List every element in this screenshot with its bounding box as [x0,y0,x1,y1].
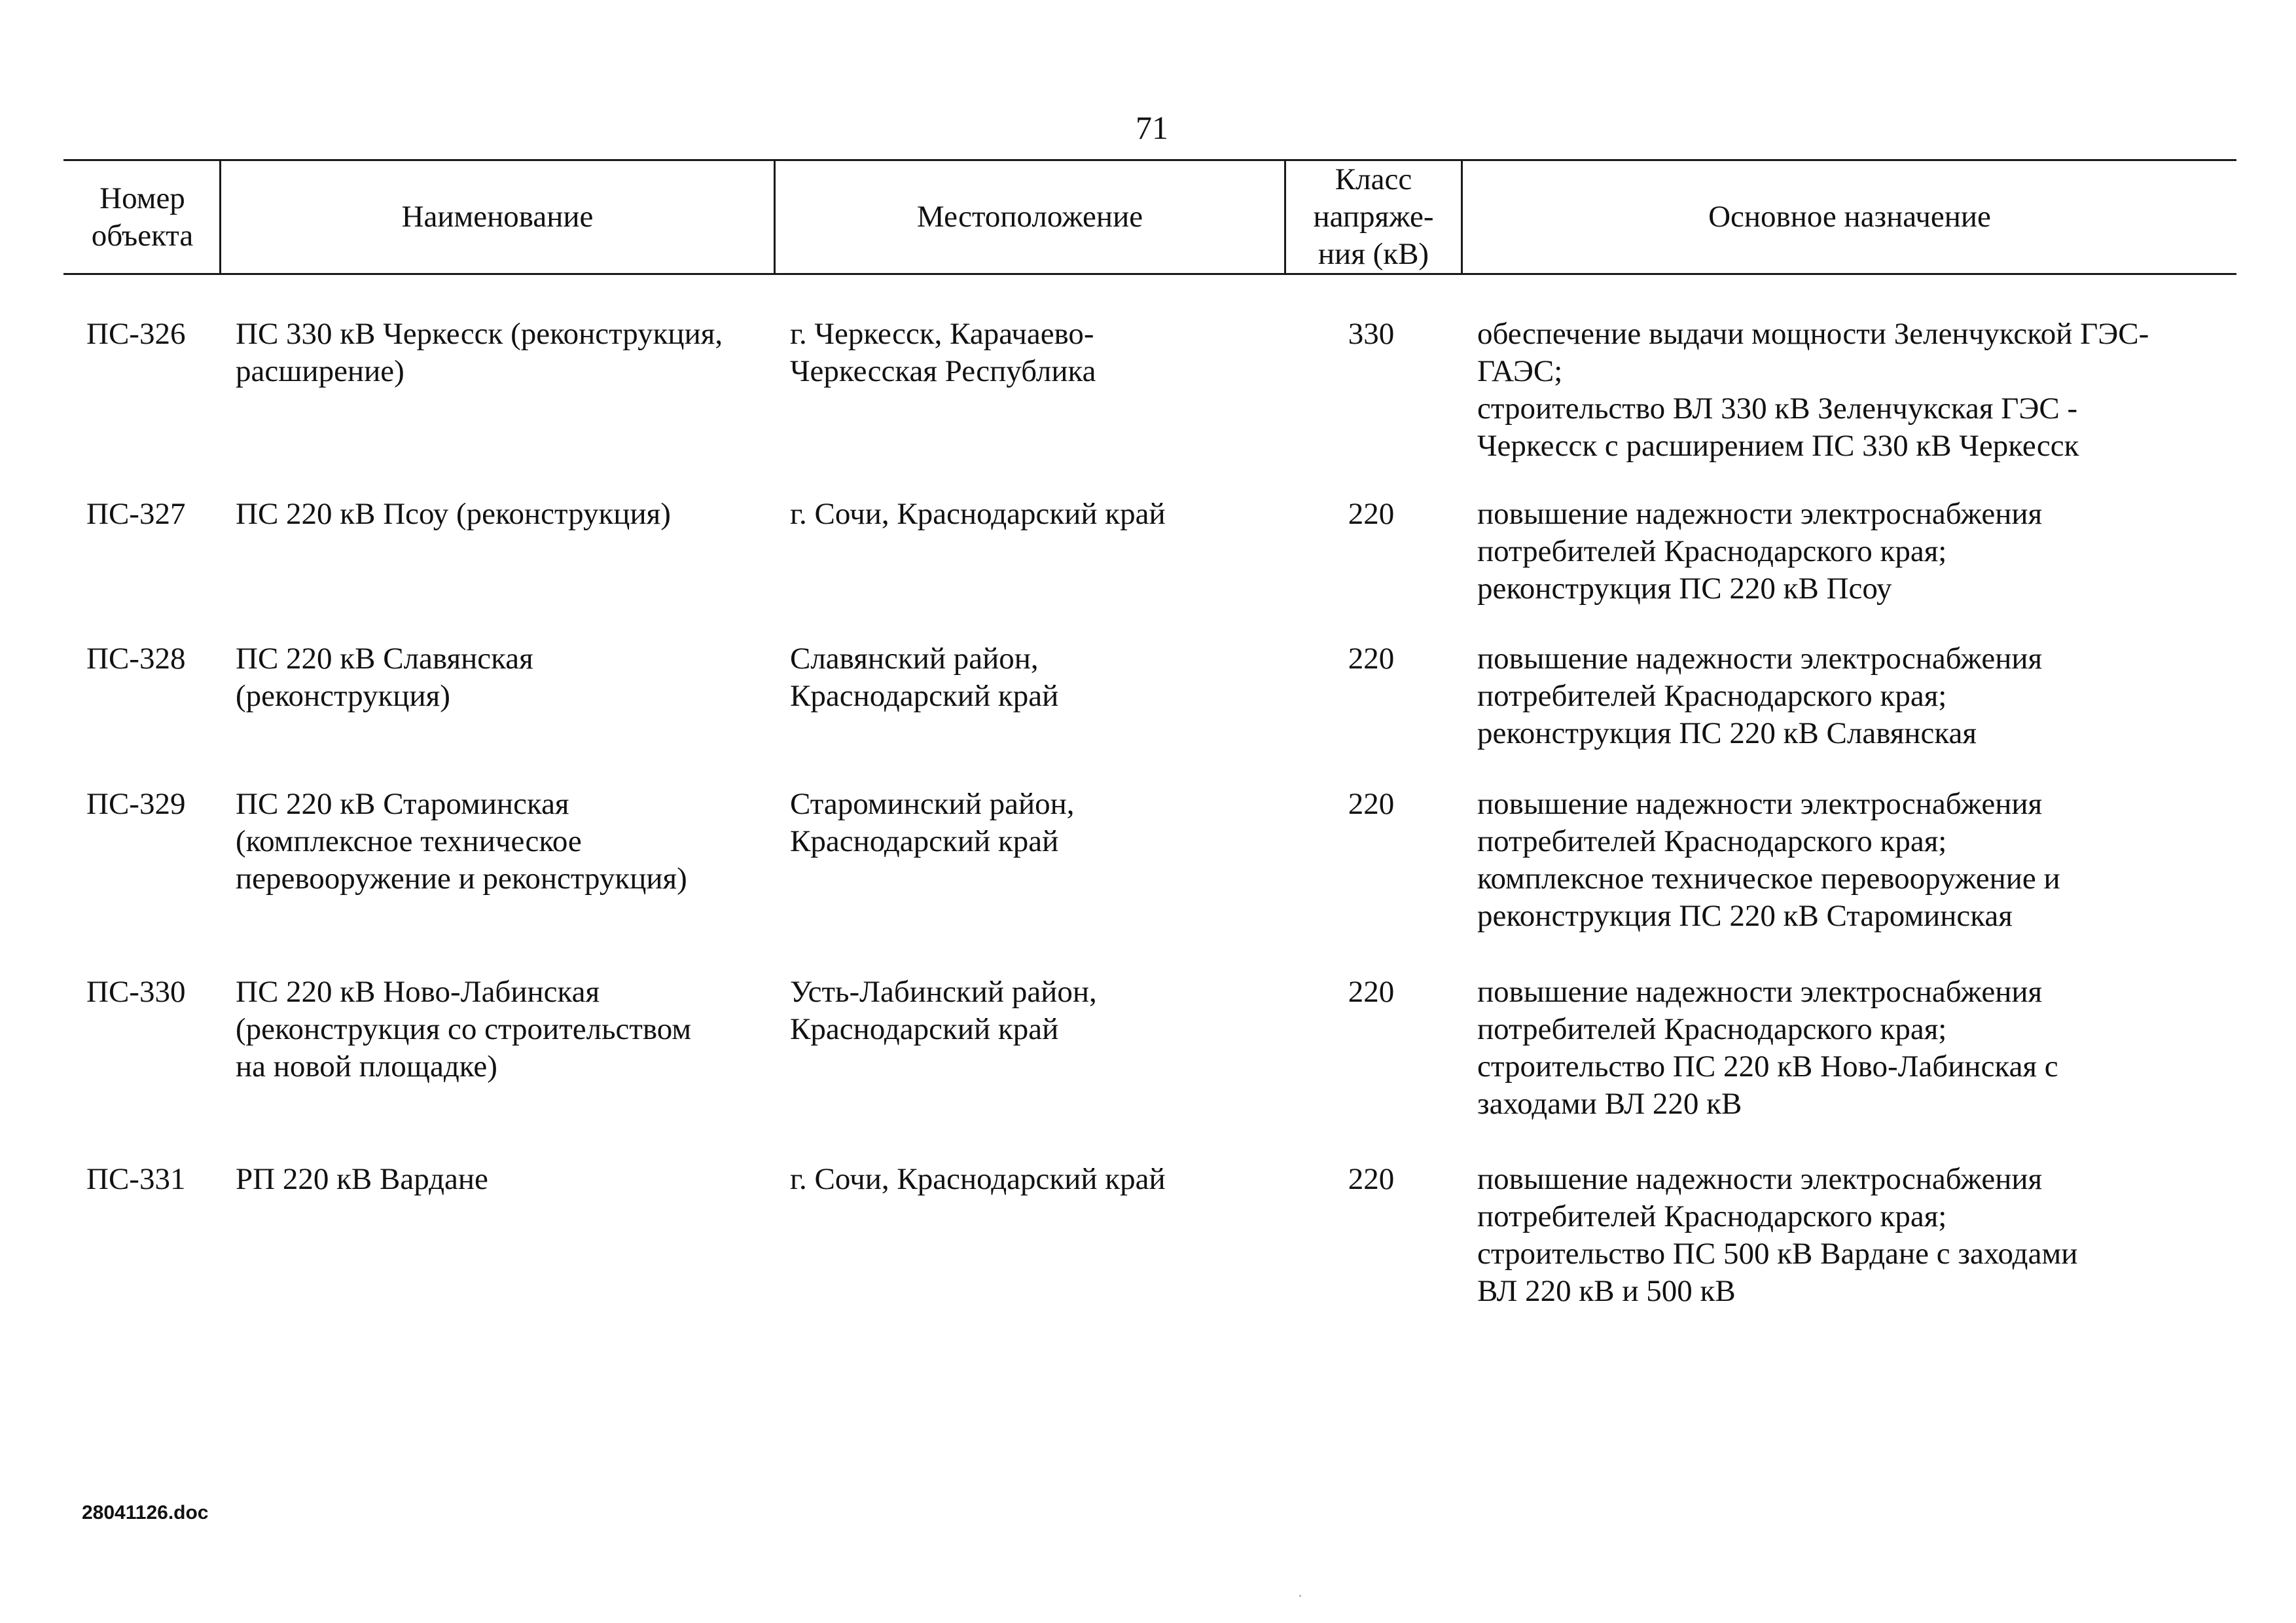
header-purpose: Основное назначение [1708,200,1991,234]
row-name: РП 220 кВ Вардане [236,1162,488,1196]
row-voltage: 220 [1348,975,1395,1009]
row-location: Староминский район, Краснодарский край [790,787,1075,858]
row-code: ПС-326 [86,317,186,351]
row-purpose: повышение надежности электроснабжения потребителей Краснодарского края; реконструкция ПС 220 кВ Славянская [1477,642,2043,750]
page-number: 71 [1136,109,1168,146]
row-code: ПС-330 [86,975,186,1009]
row-name: ПС 330 кВ Черкесск (реконструкция, расширение) [236,317,723,388]
row-voltage: 330 [1348,317,1395,351]
row-purpose: повышение надежности электроснабжения потребителей Краснодарского края; строительство ПС 220 кВ Ново-Лабинская с заходами ВЛ 220 кВ [1477,975,2058,1121]
header-number: Номер объекта [91,181,194,253]
row-name: ПС 220 кВ Псоу (реконструкция) [236,497,671,531]
row-voltage: 220 [1348,787,1395,821]
row-code: ПС-331 [86,1162,186,1196]
row-voltage: 220 [1348,497,1395,531]
row-location: г. Сочи, Краснодарский край [790,497,1166,531]
header-name: Наименование [401,200,594,234]
row-purpose: повышение надежности электроснабжения потребителей Краснодарского края; комплексное техническое перевооружение и реконструкция ПС 220 кВ Староминская [1477,787,2060,933]
row-purpose: повышение надежности электроснабжения потребителей Краснодарского края; строительство ПС 500 кВ Вардане с заходами ВЛ 220 кВ и 500 кВ [1477,1162,2078,1308]
row-location: г. Черкесск, Карачаево- Черкесская Республика [790,317,1096,388]
row-name: ПС 220 кВ Ново-Лабинская (реконструкция со строительством на новой площадке) [236,975,692,1084]
header-voltage: Класс напряже- ния (кВ) [1313,162,1434,271]
row-code: ПС-327 [86,497,186,531]
header-location: Местоположение [916,200,1143,234]
row-name: ПС 220 кВ Староминская (комплексное техническое перевооружение и реконструкция) [236,787,687,896]
row-name: ПС 220 кВ Славянская (реконструкция) [236,642,533,713]
document-filename: 28041126.doc [82,1502,209,1523]
row-voltage: 220 [1348,1162,1395,1196]
row-location: г. Сочи, Краснодарский край [790,1162,1166,1196]
row-code: ПС-329 [86,787,186,821]
row-location: Усть-Лабинский район, Краснодарский край [790,975,1097,1046]
scan-speck [1299,1595,1301,1597]
row-voltage: 220 [1348,642,1395,676]
row-purpose: повышение надежности электроснабжения потребителей Краснодарского края; реконструкция ПС 220 кВ Псоу [1477,497,2043,606]
row-code: ПС-328 [86,642,186,676]
table-header-bottom-rule [63,273,2236,275]
row-purpose: обеспечение выдачи мощности Зеленчукской ГЭС- ГАЭС; строительство ВЛ 330 кВ Зеленчукская ГЭС - Черкесск с расширением ПС 330 кВ Черкесск [1477,317,2149,463]
row-location: Славянский район, Краснодарский край [790,642,1059,713]
